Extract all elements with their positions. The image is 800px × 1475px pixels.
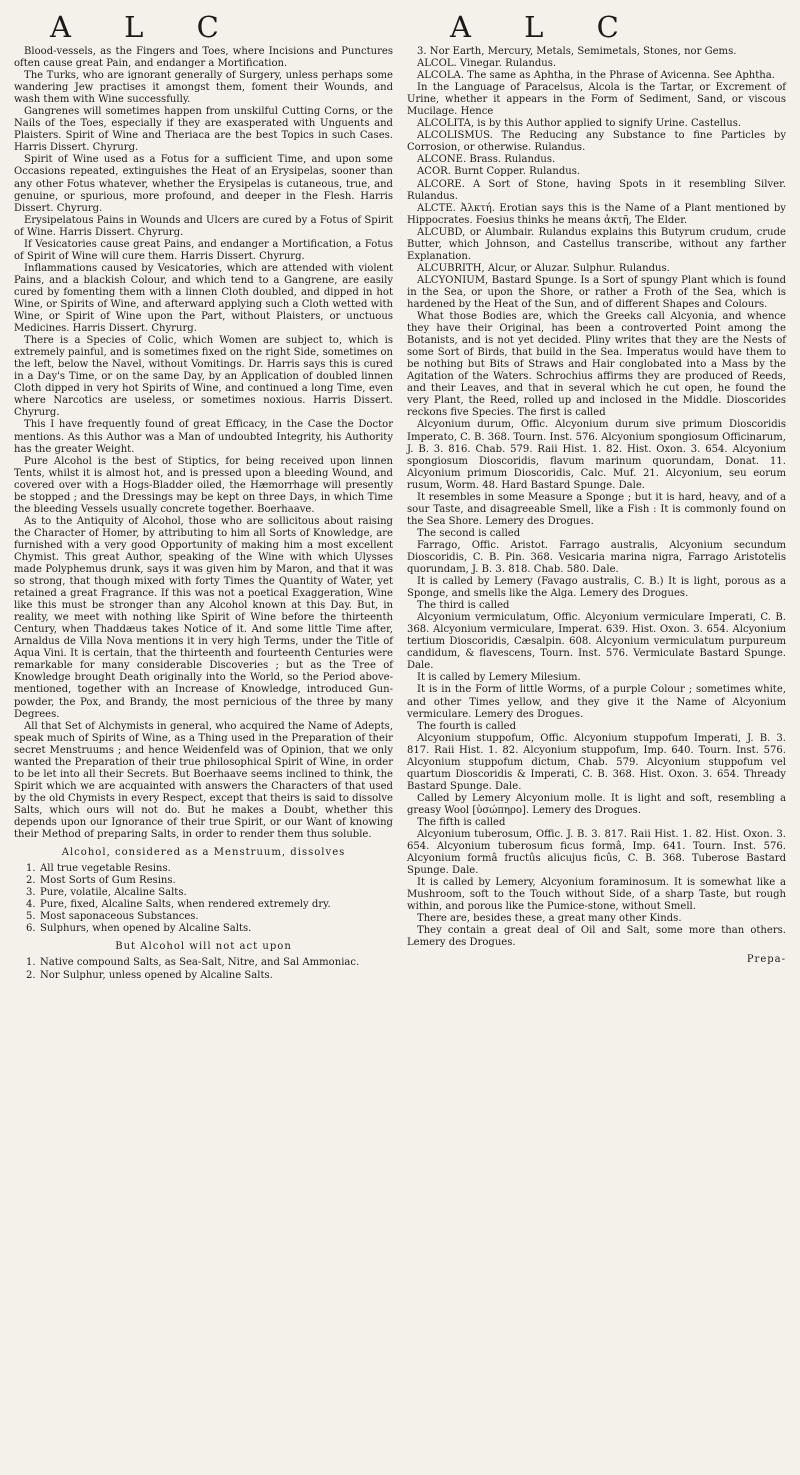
- entry-paragraph: All that Set of Alchymists in general, who acquired the Name of Adepts, speak much of Spirits of Wine, as a Thing used in the Preparation of their secret Menstruums ; and hence Weidenfeld was of Opinion, that we only wanted the Preparation of their true philosophical Spirit of Wine, in order to be let into all their Secrets. But Boerhaave seems inclined to think, the Spirit which we are acquainted with answers the Characters of that used by the old Chymists in every Respect, except that theirs is said to dissolve Salts, which ours will not do. But he makes a Doubt, whether this depends upon our Ignorance of their true Spirit, or our Want of knowing their Method of preparing Salts, in order to render them thus soluble.: [14, 720, 393, 841]
- entry-paragraph: ALCOL. Vinegar. Rulandus.: [417, 58, 557, 70]
- columns: [14, 46, 786, 982]
- list-text: Most Sorts of Gum Resins.: [40, 875, 176, 887]
- catchword: Prepa-: [746, 953, 786, 965]
- entry-paragraph: ALCONE. Brass. Rulandus.: [417, 154, 556, 166]
- entry-paragraph: The Turks, who are ignorant generally of Surgery, unless perhaps some wandering Jew practises it amongst them, foment their Wounds, and wash them with Wine successfully.: [14, 70, 393, 106]
- list-number: 2.: [26, 969, 36, 981]
- entry-paragraph: ALCYONIUM, Bastard Spunge. Is a Sort of spungy Plant which is found in the Sea, or upon the Shore, or rather a Froth of the Sea, which is hardened by the Heat of the Sun, and of different Shapes and Colours.: [407, 274, 786, 310]
- list-item: [26, 887, 393, 899]
- entry-paragraph: There is a Species of Colic, which Women are subject to, which is extremely painful, and is sometimes fixed on the right Side, sometimes on the left, below the Navel, without Vomitings. Dr. Harris says this is cured in a Day's Time, or on the same Day, by an Application of doubled linnen Cloth dipped in very hot Spirits of Wine, and continued a long Time, even where Narcotics are useless, or sometimes noxious. Harris Dissert. Chyrurg.: [14, 335, 393, 419]
- left-running-head: A L C: [50, 10, 241, 44]
- list-item: [26, 911, 393, 923]
- list-item: [26, 957, 393, 969]
- entry-paragraph: Erysipelatous Pains in Wounds and Ulcers are cured by a Fotus of Spirit of Wine. Harris Dissert. Chyrurg.: [14, 214, 393, 238]
- entry-paragraph: It is called by Lemery Milesium.: [417, 672, 581, 684]
- list-text: Sulphurs, when opened by Alcaline Salts.: [40, 923, 252, 935]
- left-paragraphs: [14, 46, 393, 841]
- list-number: 3.: [26, 887, 36, 899]
- list-number: 6.: [26, 923, 36, 935]
- not-act-heading: But Alcohol will not act upon: [115, 941, 292, 953]
- list-item: [26, 969, 393, 982]
- entry-paragraph: Called by Lemery Alcyonium molle. It is light and soft, resembling a greasy Wool [ὑσώπηρο]. Lemery des Drogues.: [407, 792, 786, 816]
- list-item: [26, 863, 393, 875]
- entry-paragraph: The fourth is called: [417, 720, 517, 732]
- list-number: 1.: [26, 863, 36, 875]
- entry-paragraph: It is in the Form of little Worms, of a purple Colour ; sometimes white, and other Times yellow, and they give it the Name of Alcyonium vermiculare. Lemery des Drogues.: [407, 684, 786, 720]
- list-number: 4.: [26, 899, 36, 911]
- entry-paragraph: 3. Nor Earth, Mercury, Metals, Semimetals, Stones, nor Gems.: [417, 46, 737, 57]
- entry-paragraph: As to the Antiquity of Alcohol, those who are sollicitous about raising the Character of Homer, by attributing to him all Sorts of Knowledge, are furnished with a very good Opportunity of making him a most excellent Chymist. This great Author, speaking of the Wine with which Ulysses made Polyphemus drunk, says it was given him by Maron, and that it was so strong, that though mixed with forty Times the Quantity of Water, yet retained a great Fragrance. If this was not a poetical Exaggeration, Wine like this must be stronger than any Alcohol known at this Day. But, in reality, we meet with nothing like Spirit of Wine before the thirteenth Century, when Thaddæus takes Notice of it. And some little Time after, Arnaldus de Villa Nova mentions it in very high Terms, under the Title of Aqua Vini. It is certain, that the thirteenth and fourteenth Centuries were remarkable for many considerable Discoveries ; but as the Tree of Knowledge brought Death originally into the World, so the Period above-mentioned, together with an Increase of Knowledge, introduced Gun-powder, the Pox, and Brandy, the most pernicious of the three by many Degrees.: [14, 515, 393, 720]
- entry-paragraph: There are, besides these, a great many other Kinds.: [417, 913, 682, 925]
- list-item: [26, 923, 393, 935]
- entry-paragraph: Alcyonium tuberosum, Offic. J. B. 3. 817. Raii Hist. 1. 82. Hist. Oxon. 3. 654. Alcyonium tuberosum ficus formâ, Imp. 641. Tourn. Inst. 576. Alcyonium formâ fructûs alicujus ficûs, C. B. 368. Tuberose Bastard Spunge. Dale.: [407, 829, 786, 877]
- entry-paragraph: Spirit of Wine used as a Fotus for a sufficient Time, and upon some Occasions repeated, extinguishes the Heat of an Erysipelas, sooner than any other Fotus whatever, whether the Erysipelas is cutaneous, true, and genuine, or spurious, more profound, and deeper in the Flesh. Harris Dissert. Chyrurg.: [14, 154, 393, 214]
- left-column: [14, 46, 393, 982]
- entry-paragraph: The third is called: [417, 600, 510, 612]
- list-item: [26, 875, 393, 887]
- entry-paragraph: It resembles in some Measure a Sponge ; but it is hard, heavy, and of a sour Taste, and disagreeable Smell, like a Fish : It is commonly found on the Sea Shore. Lemery des Drogues.: [407, 491, 786, 527]
- list-text: Pure, volatile, Alcaline Salts.: [40, 887, 187, 899]
- running-headers: [14, 10, 786, 44]
- entry-paragraph: ALCOLITA, is by this Author applied to signify Urine. Castellus.: [417, 118, 742, 130]
- entry-paragraph: This I have frequently found of great Efficacy, in the Case the Doctor mentions. As this Author was a Man of undoubted Integrity, his Authority has the greater Weight.: [14, 419, 393, 455]
- list-text: Most saponaceous Substances.: [40, 911, 199, 923]
- entry-paragraph: ACOR. Burnt Copper. Rulandus.: [417, 166, 581, 178]
- entry-paragraph: Pure Alcohol is the best of Stiptics, for being received upon linnen Tents, whilst it is almost hot, and is pressed upon a bleeding Wound, and covered over with a Hogs-Bladder oiled, the Hæmorrhage will presently be stopped ; and the Dressings may be kept on three Days, in which Time the bleeding Vessels usually concrete together. Boerhaave.: [14, 455, 393, 515]
- entry-paragraph: The second is called: [417, 527, 521, 539]
- dissolves-list: [14, 863, 393, 935]
- entry-paragraph: What those Bodies are, which the Greeks call Alcyonia, and whence they have their Original, has been a controverted Point among the Botanists, and is not yet decided. Pliny writes that they are the Nests of some Sort of Birds, that build in the Sea. Imperatus would have them to be nothing but Bits of Straws and Hair conglobated into a Mass by the Agitation of the Waters. Schrochius affirms they are produced of Reeds, and their Leaves, and that in several which he cut open, he found the very Plant, the Reed, rolled up and inclosed in the Middle. Dioscorides reckons five Species. The first is called: [407, 311, 786, 419]
- entry-paragraph: Alcyonium vermiculatum, Offic. Alcyonium vermiculare Imperati, C. B. 368. Alcyonium vermiculare, Imperat. 639. Hist. Oxon. 3. 654. Alcyonium tertium Dioscoridis, Cæsalpin. 608. Alcyonium vermiculatum purpureum candidum, & flavescens, Tourn. Inst. 576. Vermiculate Bastard Spunge. Dale.: [407, 612, 786, 672]
- entry-paragraph: ALCUBD, or Alumbair. Rulandus explains this Butyrum crudum, crude Butter, which Johnson, and Castellus transcribe, without any farther Explanation.: [407, 226, 786, 262]
- not-act-list: [14, 957, 393, 981]
- entry-paragraph: Gangrenes will sometimes happen from unskilful Cutting Corns, or the Nails of the Toes, especially if they are exasperated with Unguents and Plaisters. Spirit of Wine and Theriaca are the best Topics in such Cases. Harris Dissert. Chyrurg.: [14, 106, 393, 154]
- entry-paragraph: In the Language of Paracelsus, Alcola is the Tartar, or Excrement of Urine, whether it appears in the Form of Sediment, Sand, or viscous Mucilage. Hence: [407, 82, 786, 118]
- list-text: Pure, fixed, Alcaline Salts, when rendered extremely dry.: [40, 899, 331, 911]
- entry-paragraph: They contain a great deal of Oil and Salt, some more than others. Lemery des Drogues.: [407, 925, 786, 949]
- list-number: 2.: [26, 875, 36, 887]
- list-number: 1.: [26, 957, 36, 969]
- entry-paragraph: ALCTE. Ἀλκτή. Erotian says this is the Name of a Plant mentioned by Hippocrates. Foesius thinks he means ἀκτῆ, The Elder.: [407, 202, 786, 226]
- list-number: 5.: [26, 911, 36, 923]
- entry-paragraph: Farrago, Offic. Aristot. Farrago australis, Alcyonium secundum Dioscoridis, C. B. Pin. 368. Vesicaria marina nigra, Farrago Aristotelis quorundam, J. B. 3. 818. Chab. 580. Dale.: [407, 539, 786, 576]
- entry-paragraph: It is called by Lemery (Favago australis, C. B.) It is light, porous as a Sponge, and smells like the Alga. Lemery des Drogues.: [407, 576, 786, 600]
- entry-paragraph: ALCUBRITH, Alcur, or Aluzar. Sulphur. Rulandus.: [417, 262, 670, 274]
- list-text: Native compound Salts, as Sea-Salt, Nitre, and Sal Ammoniac.: [40, 957, 360, 969]
- entry-paragraph: ALCOLA. The same as Aphtha, in the Phrase of Avicenna. See Aphtha.: [417, 70, 775, 82]
- entry-paragraph: Alcyonium durum, Offic. Alcyonium durum sive primum Dioscoridis Imperato, C. B. 368. Tourn. Inst. 576. Alcyonium spongiosum Officinarum, J. B. 3. 816. Chab. 579. Raii Hist. 1. 82. Hist. Oxon. 3. 654. Alcyonium spongiosum Dioscoridis, flavum marinum quorundam, Donat. 11. Alcyonium primum Dioscoridis, Calc. Muf. 21. Alcyonium, seu eorum rusum, Worm. 48. Hard Bastard Spunge. Dale.: [407, 419, 786, 491]
- entry-paragraph: Inflammations caused by Vesicatories, which are attended with violent Pains, and a blackish Colour, and which tend to a Gangrene, are easily cured by fomenting them with a linnen Cloth doubled, and dipped in hot Wine, or Spirits of Wine, and afterward applying such a Cloth wetted with Wine, or Spirit of Wine upon the Part, without Plaisters, or unctuous Medicines. Harris Dissert. Chyrurg.: [14, 262, 393, 335]
- entry-paragraph: Blood-vessels, as the Fingers and Toes, where Incisions and Punctures often cause great Pain, and endanger a Mortification.: [14, 46, 393, 70]
- entry-paragraph: If Vesicatories cause great Pains, and endanger a Mortification, a Fotus of Spirit of Wine will cure them. Harris Dissert. Chyrurg.: [14, 238, 393, 262]
- right-running-head: A L C: [450, 10, 641, 44]
- list-item: [26, 899, 393, 911]
- list-text: Nor Sulphur, unless opened by Alcaline Salts.: [40, 969, 273, 981]
- entry-paragraph: ALCOLISMUS. The Reducing any Substance to fine Particles by Corrosion, or otherwise. Rulandus.: [407, 130, 786, 154]
- entry-paragraph: It is called by Lemery, Alcyonium foraminosum. It is somewhat like a Mushroom, soft to the Touch without Side, of a sharp Taste, but rough within, and porous like the Pumice-stone, without Smell.: [407, 877, 786, 913]
- entry-paragraph: The fifth is called: [417, 817, 506, 828]
- menstruum-heading: Alcohol, considered as a Menstruum, dissolves: [61, 847, 346, 859]
- right-column: [407, 46, 786, 982]
- entry-paragraph: ALCORE. A Sort of Stone, having Spots in it resembling Silver. Rulandus.: [407, 178, 786, 202]
- list-text: All true vegetable Resins.: [40, 863, 171, 875]
- entry-paragraph: Alcyonium stuppofum, Offic. Alcyonium stuppofum Imperati, J. B. 3. 817. Raii Hist. 1. 82. Alcyonium stuppofum, Imp. 640. Tourn. Inst. 576. Alcyonium stuppofum dictum, Chab. 579. Alcyonium stuppofum vel quartum Dioscoridis & Imperati, C. B. 368. Hist. Oxon. 3. 654. Thready Bastard Spunge. Dale.: [407, 732, 786, 792]
- right-paragraphs: [407, 46, 786, 950]
